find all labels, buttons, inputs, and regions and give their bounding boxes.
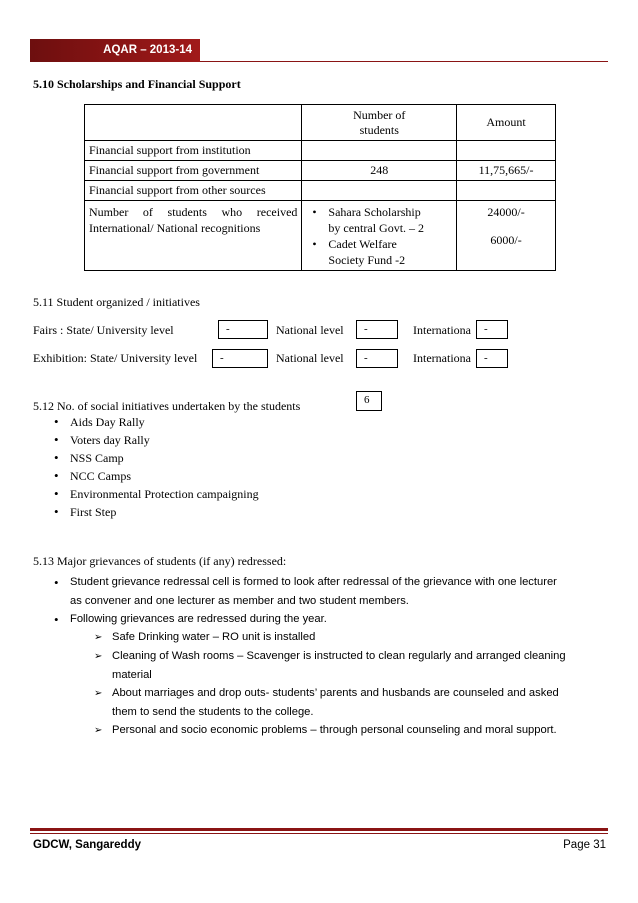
- table-row: Financial support from government 248 11,75,665/-: [85, 161, 556, 181]
- section-5-12-title: 5.12 No. of social initiatives undertaken by the students: [33, 399, 301, 413]
- list-item: • Sahara Scholarship by central Govt. – 2: [312, 205, 425, 235]
- section-5-13-title: 5.13 Major grievances of students (if any) redressed:: [33, 554, 287, 568]
- list-item: • NSS Camp: [52, 449, 259, 467]
- arrow-bullet-icon: ➢: [94, 688, 103, 699]
- arrow-bullet-icon: ➢: [94, 725, 103, 736]
- table-row-recognitions: Number of students who received International/ National recognitions • Sahara Scholarship by central Govt. – 2 • Cadet Welfare Society Fund -2 24000/- 6000/-: [85, 201, 556, 271]
- col-amount-header: Amount: [457, 105, 556, 141]
- exhibition-national-box: -: [356, 349, 398, 368]
- exhibition-national-label: National level: [276, 351, 344, 365]
- exhibition-international-label: Internationa: [413, 351, 471, 365]
- list-item: • Environmental Protection campaigning: [52, 485, 259, 503]
- col-students-header: Number of students: [302, 105, 457, 141]
- list-item: ➢ Safe Drinking water – RO unit is installed: [94, 628, 315, 647]
- social-initiatives-list: [52, 413, 259, 521]
- section-5-10-title: 5.10 Scholarships and Financial Support: [33, 77, 241, 91]
- footer-rule-thick: [30, 828, 608, 831]
- list-item: • Cadet Welfare Society Fund -2: [312, 237, 406, 267]
- table-row: Financial support from institution: [85, 141, 556, 161]
- table-row: Financial support from other sources: [85, 181, 556, 201]
- fairs-state-box: -: [218, 320, 268, 339]
- financial-support-table: [84, 104, 556, 271]
- list-item: • NCC Camps: [52, 467, 259, 485]
- social-initiatives-count: 6: [356, 391, 382, 411]
- fairs-label: Fairs : State/ University level: [33, 323, 174, 337]
- exhibition-international-box: -: [476, 349, 508, 368]
- footer-institution: GDCW, Sangareddy: [33, 839, 141, 851]
- list-item: • Student grievance redressal cell is formed to look after redressal of the grievance with one lecturer as convener and one lecturer as member and two student members.: [54, 575, 557, 607]
- list-item: ➢ About marriages and drop outs- students’ parents and husbands are counseled and asked them to send the students to the college.: [94, 684, 559, 722]
- page-number: Page 31: [563, 839, 606, 851]
- table-header-row: [85, 105, 556, 141]
- fairs-national-label: National level: [276, 323, 344, 337]
- list-item: • First Step: [52, 503, 259, 521]
- header-title: AQAR – 2013-14: [103, 44, 192, 56]
- fairs-national-box: -: [356, 320, 398, 339]
- exhibition-state-box: -: [212, 349, 268, 368]
- fairs-international-box: -: [476, 320, 508, 339]
- fairs-international-label: Internationa: [413, 323, 471, 337]
- list-item: ➢ Cleaning of Wash rooms – Scavenger is instructed to clean regularly and arranged cleaning material: [94, 647, 566, 685]
- exhibition-label: Exhibition: State/ University level: [33, 351, 198, 365]
- list-item: • Following grievances are redressed during the year.: [54, 612, 327, 627]
- section-5-11-title: 5.11 Student organized / initiatives: [33, 295, 200, 309]
- footer-rule-thin: [30, 833, 608, 834]
- arrow-bullet-icon: ➢: [94, 632, 103, 643]
- list-item: ➢ Personal and socio economic problems – through personal counseling and moral support.: [94, 721, 557, 740]
- header-banner: [30, 39, 200, 62]
- list-item: • Aids Day Rally: [52, 413, 259, 431]
- header-rule: [200, 61, 608, 62]
- list-item: • Voters day Rally: [52, 431, 259, 449]
- arrow-bullet-icon: ➢: [94, 651, 103, 662]
